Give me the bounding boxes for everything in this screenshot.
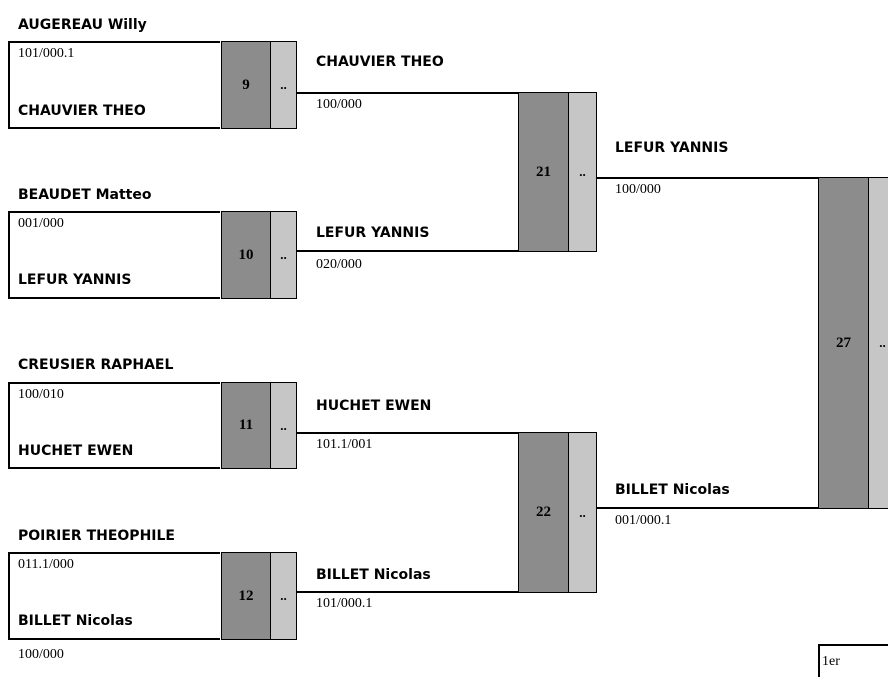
r1-m11-bracket-left [8, 382, 10, 469]
match-status-box-12[interactable]: .. [270, 552, 297, 640]
r1-m11-bottom-line [8, 467, 220, 469]
r2-m22-top-score: 101.1/001 [316, 437, 373, 452]
match-status-box-11[interactable]: .. [270, 382, 297, 469]
match-status-box-22[interactable]: .. [568, 432, 597, 593]
placement-line [818, 644, 888, 646]
r1-m12-top-score: 011.1/000 [18, 557, 74, 572]
r2-m21-top-name: CHAUVIER THEO [316, 54, 444, 70]
r1-m10-bracket-left [8, 211, 10, 299]
match-number-box-12: 12 [221, 552, 271, 640]
r1-m12-bottom-score: 100/000 [18, 647, 64, 662]
placement-bracket [818, 644, 820, 677]
r2-m21-bottom-score: 020/000 [316, 257, 362, 272]
match-number-box-27: 27 [818, 177, 869, 509]
match-status-box-9[interactable]: .. [270, 41, 297, 129]
r2-m22-bottom-name: BILLET Nicolas [316, 567, 431, 583]
r1-m10-top-score: 001/000 [18, 216, 64, 231]
match-number-box-9: 9 [221, 41, 271, 129]
final-bottom-line [597, 507, 819, 509]
r2-m21-top-score: 100/000 [316, 97, 362, 112]
r1-m9-top-line [8, 41, 220, 43]
r2-m21-bottom-name: LEFUR YANNIS [316, 225, 430, 241]
match-status-box-27[interactable]: .. [868, 177, 888, 509]
match-number-box-11: 11 [221, 382, 271, 469]
r1-m10-bottom-name: LEFUR YANNIS [18, 272, 132, 288]
r1-m11-top-name: CREUSIER RAPHAEL [18, 357, 174, 373]
r1-m9-bracket-left [8, 41, 10, 129]
final-bottom-score: 001/000.1 [615, 513, 672, 528]
r1-m12-bottom-line [8, 638, 220, 640]
r1-m11-top-score: 100/010 [18, 387, 64, 402]
r2-m21-bottom-line [297, 250, 519, 252]
final-top-line [597, 177, 819, 179]
r2-m22-bottom-score: 101/000.1 [316, 596, 373, 611]
match-status-box-10[interactable]: .. [270, 211, 297, 299]
final-top-name: LEFUR YANNIS [615, 140, 729, 156]
final-top-score: 100/000 [615, 182, 661, 197]
r1-m9-bottom-line [8, 127, 220, 129]
match-number-box-10: 10 [221, 211, 271, 299]
r2-m22-top-name: HUCHET EWEN [316, 398, 432, 414]
match-number-box-21: 21 [518, 92, 569, 252]
r2-m22-top-line [297, 432, 519, 434]
placement-label: 1er [822, 654, 840, 669]
r1-m12-top-line [8, 552, 220, 554]
r1-m9-top-score: 101/000.1 [18, 46, 75, 61]
r1-m9-top-name: AUGEREAU Willy [18, 17, 147, 33]
r1-m12-top-name: POIRIER THEOPHILE [18, 528, 175, 544]
match-status-box-21[interactable]: .. [568, 92, 597, 252]
r2-m22-bottom-line [297, 591, 519, 593]
r1-m12-bracket-left [8, 552, 10, 640]
r1-m12-bottom-name: BILLET Nicolas [18, 613, 133, 629]
r1-m10-top-name: BEAUDET Matteo [18, 187, 152, 203]
r2-m21-top-line [297, 92, 519, 94]
r1-m10-top-line [8, 211, 220, 213]
r1-m11-bottom-name: HUCHET EWEN [18, 443, 134, 459]
r1-m10-bottom-line [8, 297, 220, 299]
final-bottom-name: BILLET Nicolas [615, 482, 730, 498]
r1-m11-top-line [8, 382, 220, 384]
match-number-box-22: 22 [518, 432, 569, 593]
r1-m9-bottom-name: CHAUVIER THEO [18, 103, 146, 119]
